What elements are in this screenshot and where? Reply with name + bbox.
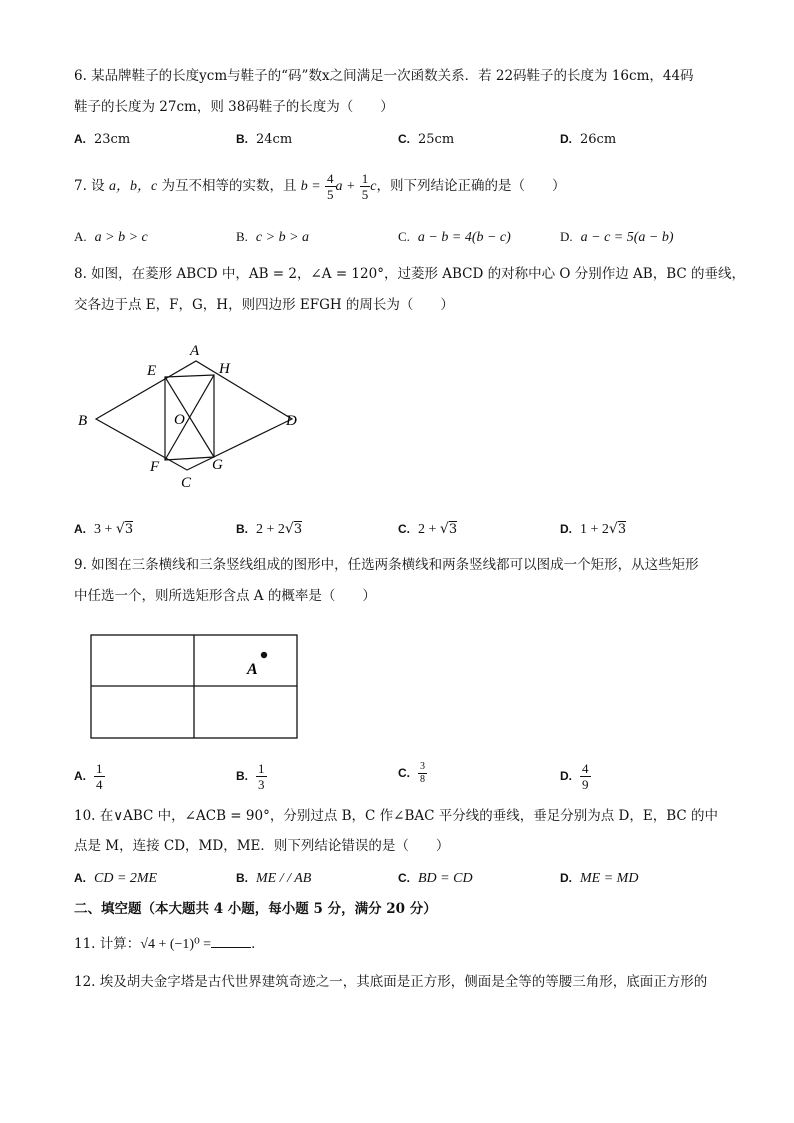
q8-option-c[interactable]: C. 2 + √3 [398, 521, 458, 537]
grid-figure [88, 632, 302, 742]
q6-option-c[interactable]: C. 25cm [398, 132, 455, 147]
q7-option-d[interactable]: D. a − c = 5(a − b) [560, 229, 674, 245]
q7-option-a[interactable]: A. a > b > c [74, 229, 148, 245]
label-d: D [286, 413, 297, 429]
q7-stem: 7. 设 a，b，c 为互不相等的实数，且 b = $\frac{4}{5}$ a + $\frac{1}{5}$ c，则下列结论正确的是（ ） [74, 171, 566, 202]
q8-line2: 交各边于点 E，F，G，H，则四边形 EFGH 的周长为（ ） [74, 297, 454, 313]
q8-line1: 8. 如图，在菱形 ABCD 中，AB = 2，∠A = 120°，过菱形 ABCD 的对称中心 O 分别作边 AB，BC 的垂线， [74, 266, 746, 282]
q6-line2: 鞋子的长度为 27cm，则 38码鞋子的长度为（ ） [74, 99, 394, 115]
q12-line1: 12. 埃及胡夫金字塔是古代世界建筑奇迹之一，其底面是正方形，侧面是全等的等腰三角形，底面正方形的 [74, 974, 708, 990]
rhombus-abcd [96, 361, 292, 470]
point-a-label: A [247, 661, 258, 678]
q8-option-d[interactable]: D. 1 + 2√3 [560, 521, 627, 537]
q7-fraction-4-5: $\frac{4}{5}$ [327, 171, 334, 202]
q9-option-c[interactable]: C. $\frac{3}{8}$ [398, 761, 425, 785]
q10-option-d[interactable]: D. ME = MD [560, 871, 639, 886]
q10-option-b[interactable]: B. ME / / AB [236, 871, 312, 886]
diagonal-hf [165, 375, 214, 460]
q7-fraction-1-5: $\frac{1}{5}$ [361, 171, 369, 202]
q7-option-c[interactable]: C. a − b = 4(b − c) [398, 229, 511, 245]
q6-option-d[interactable]: D. 26cm [560, 132, 617, 147]
q7-option-b[interactable]: B. c > b > a [236, 229, 310, 245]
label-a: A [190, 343, 200, 359]
q11-answer-blank[interactable] [211, 933, 251, 948]
label-o: O [174, 412, 185, 428]
q9-option-a[interactable]: A. $\frac{1}{4}$ [74, 761, 103, 792]
q10-option-c[interactable]: C. BD = CD [398, 871, 473, 886]
q11-line: 11. 计算：√4 + (−1)⁰ = ． [74, 933, 265, 955]
q9-option-b[interactable]: B. $\frac{1}{3}$ [236, 761, 265, 792]
q6-option-a[interactable]: A. 23cm [74, 132, 131, 147]
section-2-heading: 二、填空题（本大题共 4 小题，每小题 5 分，满分 20 分） [74, 901, 437, 917]
q10-option-a[interactable]: A. CD = 2ME [74, 871, 158, 886]
q6-line1: 6. 某品牌鞋子的长度ycm与鞋子的“码”数x之间满足一次函数关系．若 22码鞋子的长度为 16cm，44码 [74, 68, 694, 84]
q9-line1: 9. 如图在三条横线和三条竖线组成的图形中，任选两条横线和两条竖线都可以图成一个矩形，从这些矩形 [74, 557, 699, 573]
rhombus-figure [70, 335, 320, 495]
point-a-dot [261, 652, 267, 658]
q6-option-b[interactable]: B. 24cm [236, 132, 293, 147]
label-b: B [78, 413, 88, 429]
q9-line2: 中任选一个，则所选矩形含点 A 的概率是（ ） [74, 588, 376, 604]
label-g: G [212, 457, 223, 473]
q8-option-a[interactable]: A. 3 + √3 [74, 521, 134, 537]
label-e: E [147, 363, 157, 379]
q9-option-d[interactable]: D. $\frac{4}{9}$ [560, 761, 589, 792]
q10-line2: 点是 M，连接 CD，MD，ME．则下列结论错误的是（ ） [74, 838, 450, 854]
q10-line1: 10. 在∨ABC 中，∠ACB = 90°，分别过点 B，C 作∠BAC 平分线的垂线，垂足分别为点 D，E，BC 的中 [74, 808, 719, 824]
label-f: F [150, 459, 160, 475]
q8-option-b[interactable]: B. 2 + 2√3 [236, 521, 303, 537]
label-c: C [181, 475, 192, 491]
label-h: H [219, 361, 230, 377]
